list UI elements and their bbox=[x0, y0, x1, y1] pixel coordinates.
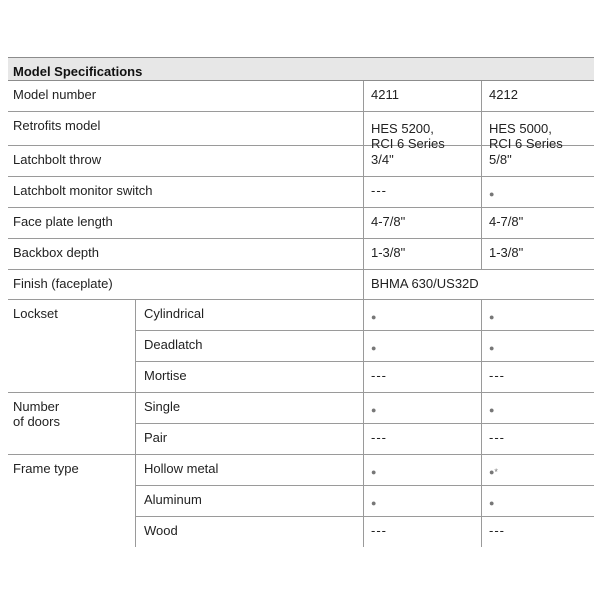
group-label: Lockset bbox=[13, 306, 58, 321]
row-label: Latchbolt monitor switch bbox=[13, 183, 153, 198]
row-label: Latchbolt throw bbox=[13, 152, 102, 167]
row-value-a: 3/4" bbox=[363, 146, 481, 176]
header-row bbox=[8, 81, 594, 112]
row-value-a: ● bbox=[363, 300, 481, 330]
row-value-a: HES 5200, RCI 6 Series bbox=[363, 112, 481, 145]
sub-label: Hollow metal bbox=[144, 461, 219, 476]
group-number-of-doors bbox=[8, 393, 594, 455]
model-4211-header: 4211 bbox=[363, 81, 481, 111]
group-frame-type bbox=[8, 455, 594, 547]
group-label: Frame type bbox=[13, 461, 79, 476]
row-value-b: ● bbox=[481, 300, 594, 330]
table-row bbox=[136, 517, 594, 547]
row-value-a: ● bbox=[363, 486, 481, 516]
row-value-b: 4-7/8" bbox=[481, 208, 594, 238]
row-value-a: 4-7/8" bbox=[363, 208, 481, 238]
table-row bbox=[136, 424, 594, 454]
row-value-b: --- bbox=[481, 424, 594, 454]
model-4212-header: 4212 bbox=[481, 81, 594, 111]
row-value-wide: BHMA 630/US32D bbox=[363, 270, 594, 299]
row-value-a: ● bbox=[363, 331, 481, 361]
table-row bbox=[8, 146, 594, 177]
row-value-a: 1-3/8" bbox=[363, 239, 481, 269]
table-row bbox=[136, 300, 594, 331]
sub-label: Deadlatch bbox=[144, 337, 203, 352]
row-value-b: ●* bbox=[481, 455, 594, 485]
sub-label: Cylindrical bbox=[144, 306, 204, 321]
table-row bbox=[8, 270, 594, 300]
row-label: Face plate length bbox=[13, 214, 113, 229]
row-value-b: HES 5000, RCI 6 Series bbox=[481, 112, 594, 145]
row-label: Retrofits model bbox=[13, 118, 101, 133]
sub-label: Wood bbox=[144, 523, 178, 538]
row-value-b: 5/8" bbox=[481, 146, 594, 176]
row-value-b: ● bbox=[481, 393, 594, 423]
group-label: Number of doors bbox=[13, 399, 60, 429]
sub-label: Pair bbox=[144, 430, 168, 445]
table-title: Model Specifications bbox=[8, 57, 594, 81]
group-lockset bbox=[8, 300, 594, 393]
sub-label: Aluminum bbox=[144, 492, 202, 507]
row-value-a: --- bbox=[363, 362, 481, 392]
row-value-b: --- bbox=[481, 362, 594, 392]
table-row bbox=[8, 239, 594, 270]
row-value-a: ● bbox=[363, 455, 481, 485]
table-row bbox=[136, 393, 594, 424]
table-row bbox=[136, 331, 594, 362]
table-row bbox=[136, 362, 594, 392]
row-label: Backbox depth bbox=[13, 245, 100, 260]
sub-label: Single bbox=[144, 399, 181, 414]
row-value-b: ● bbox=[481, 177, 594, 207]
sub-label: Mortise bbox=[144, 368, 187, 383]
row-value-a: ● bbox=[363, 393, 481, 423]
spec-table bbox=[8, 57, 594, 547]
table-row bbox=[136, 455, 594, 486]
header-label: Model number bbox=[13, 87, 97, 102]
row-value-b: --- bbox=[481, 517, 594, 547]
table-row bbox=[8, 208, 594, 239]
table-row bbox=[8, 177, 594, 208]
row-value-b: ● bbox=[481, 331, 594, 361]
table-row bbox=[8, 112, 594, 151]
row-value-a: --- bbox=[363, 177, 481, 207]
row-value-b: 1-3/8" bbox=[481, 239, 594, 269]
table-row bbox=[136, 486, 594, 517]
row-value-a: --- bbox=[363, 517, 481, 547]
row-value-a: --- bbox=[363, 424, 481, 454]
row-label: Finish (faceplate) bbox=[13, 276, 113, 291]
row-value-b: ● bbox=[481, 486, 594, 516]
